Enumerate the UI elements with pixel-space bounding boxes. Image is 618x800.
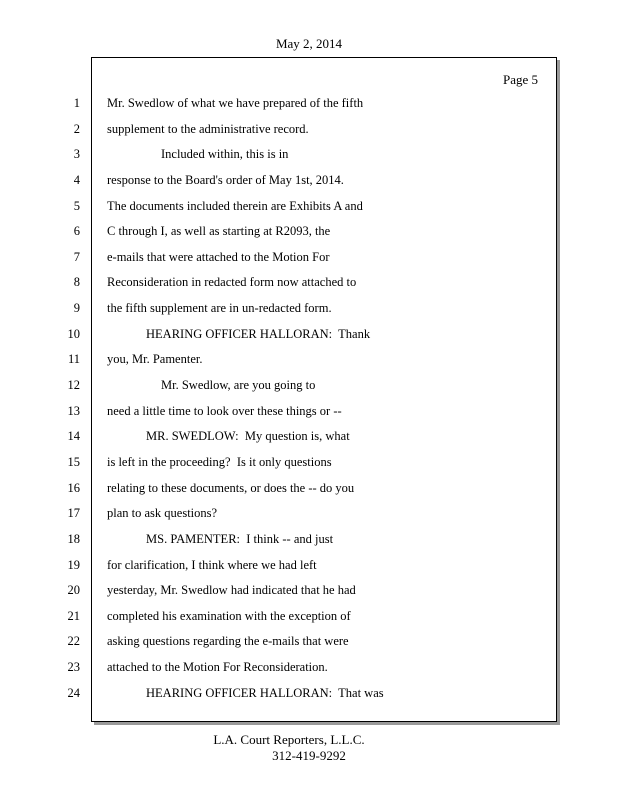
line-number: 7 — [73, 249, 80, 264]
line-text: C through I, as well as starting at R2093, the — [107, 224, 331, 239]
transcript-line — [0, 298, 618, 324]
line-number: 3 — [73, 147, 80, 162]
line-text: The documents included therein are Exhibits A and — [107, 198, 363, 213]
line-number: 15 — [67, 454, 80, 469]
line-text: relating to these documents, or does the -- do you — [107, 480, 355, 495]
line-text: Reconsideration in redacted form now attached to — [107, 275, 357, 290]
transcript-line — [0, 426, 618, 452]
transcript-line — [0, 221, 618, 247]
line-text: plan to ask questions? — [107, 506, 218, 521]
transcript-line — [0, 401, 618, 427]
line-number: 11 — [67, 352, 80, 367]
line-number: 23 — [67, 660, 80, 675]
line-number: 1 — [73, 96, 80, 110]
line-number: 24 — [67, 685, 80, 700]
line-text: asking questions regarding the e-mails that were — [107, 634, 349, 649]
transcript-line — [0, 349, 618, 375]
line-text: Mr. Swedlow of what we have prepared of the fifth — [107, 96, 364, 110]
footer-phone: 312-419-9292 — [272, 748, 346, 763]
transcript-line — [0, 375, 618, 401]
line-text: you, Mr. Pamenter. — [107, 352, 203, 367]
line-text: for clarification, I think where we had left — [107, 557, 317, 572]
line-text: HEARING OFFICER HALLORAN: Thank — [146, 326, 371, 341]
transcript-line — [0, 478, 618, 504]
footer-firm-name: L.A. Court Reporters, L.L.C. — [213, 732, 365, 747]
transcript-line — [0, 555, 618, 581]
line-number: 17 — [67, 506, 80, 521]
line-text: MS. PAMENTER: I think -- and just — [146, 531, 334, 546]
line-text: is left in the proceeding? Is it only questions — [107, 454, 332, 469]
transcript-line — [0, 247, 618, 273]
page-number: Page 5 — [502, 72, 538, 87]
transcript-line — [0, 119, 618, 145]
line-number: 6 — [73, 224, 80, 239]
page-date: May 2, 2014 — [275, 36, 343, 51]
transcript-lines — [0, 93, 618, 708]
transcript-line — [0, 272, 618, 298]
line-number: 22 — [67, 634, 80, 649]
line-text: attached to the Motion For Reconsideration. — [107, 660, 328, 675]
line-text: HEARING OFFICER HALLORAN: That was — [146, 685, 384, 700]
line-number: 9 — [73, 301, 80, 316]
transcript-line — [0, 631, 618, 657]
line-text: supplement to the administrative record. — [107, 121, 309, 136]
line-number: 13 — [67, 403, 80, 418]
line-number: 20 — [67, 583, 80, 598]
line-number: 21 — [67, 608, 80, 623]
transcript-line — [0, 93, 618, 119]
line-text: Mr. Swedlow, are you going to — [161, 378, 316, 393]
line-text: need a little time to look over these things or -- — [107, 403, 342, 418]
transcript-line — [0, 657, 618, 683]
line-text: completed his examination with the exception of — [107, 608, 351, 623]
transcript-line — [0, 452, 618, 478]
line-text: e-mails that were attached to the Motion For — [107, 249, 330, 264]
line-number: 18 — [67, 531, 80, 546]
transcript-line — [0, 170, 618, 196]
transcript-line — [0, 196, 618, 222]
line-number: 19 — [67, 557, 80, 572]
line-text: response to the Board's order of May 1st, 2014. — [107, 172, 344, 187]
line-number: 2 — [73, 121, 80, 136]
line-number: 16 — [67, 480, 80, 495]
line-text: the fifth supplement are in un-redacted form. — [107, 301, 332, 316]
line-number: 5 — [73, 198, 80, 213]
line-text: Included within, this is in — [161, 147, 289, 162]
transcript-line — [0, 144, 618, 170]
line-text: yesterday, Mr. Swedlow had indicated that he had — [107, 583, 356, 598]
line-number: 8 — [73, 275, 80, 290]
line-number: 10 — [67, 326, 80, 341]
line-number: 12 — [67, 378, 80, 393]
transcript-line — [0, 324, 618, 350]
transcript-line — [0, 606, 618, 632]
line-number: 4 — [73, 172, 80, 187]
line-number: 14 — [67, 429, 80, 444]
transcript-line — [0, 683, 618, 709]
transcript-line — [0, 529, 618, 555]
transcript-line — [0, 580, 618, 606]
transcript-line — [0, 503, 618, 529]
line-text: MR. SWEDLOW: My question is, what — [146, 429, 350, 444]
